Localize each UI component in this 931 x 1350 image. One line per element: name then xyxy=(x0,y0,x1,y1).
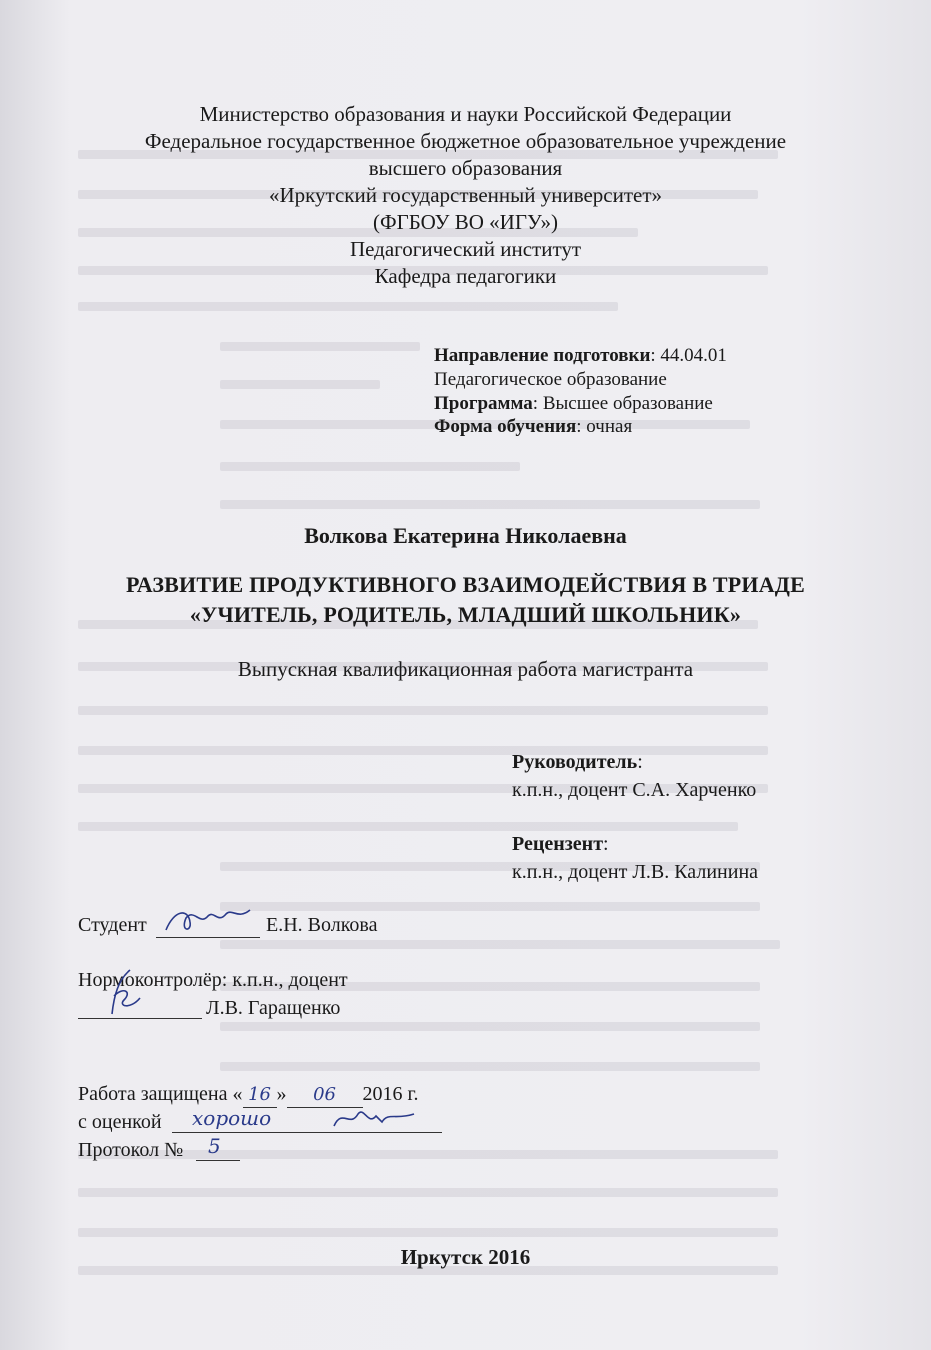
direction-name: Педагогическое образование xyxy=(434,369,667,390)
program-label: Программа xyxy=(434,393,533,414)
direction-line xyxy=(434,344,727,368)
department-name: Кафедра педагогики xyxy=(374,264,557,288)
author-name: Волкова Екатерина Николаевна xyxy=(304,523,627,548)
reviewer-colon: : xyxy=(603,833,609,855)
grade-signature xyxy=(330,1104,420,1134)
reviewer-label-line xyxy=(512,832,609,856)
reviewer-name: к.п.н., доцент Л.В. Калинина xyxy=(512,861,759,883)
reviewer-label: Рецензент xyxy=(512,833,604,855)
protocol-value: 5 xyxy=(208,1134,221,1158)
university-name: «Иркутский государственный университет» xyxy=(268,183,663,207)
direction-label: Направление подготовки xyxy=(434,345,651,366)
city-year: Иркутск 2016 xyxy=(400,1245,531,1269)
grade-value: хорошо xyxy=(192,1106,272,1130)
protocol-label: Протокол № xyxy=(78,1139,184,1161)
supervisor-label: Руководитель xyxy=(512,751,638,773)
institution-line-1: Федеральное государственное бюджетное образовательное учреждение xyxy=(144,129,787,153)
thesis-type: Выпускная квалификационная работа магистранта xyxy=(237,657,694,681)
normcontrol-name: Л.В. Гаращенко xyxy=(206,997,341,1019)
normcontrol-signature-line xyxy=(78,1018,202,1019)
institution-line-2: высшего образования xyxy=(368,156,563,180)
study-form-label: Форма обучения xyxy=(434,416,577,437)
student-label: Студент xyxy=(78,914,147,936)
study-form-value: : очная xyxy=(576,416,633,437)
defense-day: 16 xyxy=(243,1083,277,1108)
supervisor-label-line xyxy=(512,750,643,774)
ministry-line: Министерство образования и науки Российской Федерации xyxy=(199,102,732,126)
defense-sep: » xyxy=(276,1083,287,1105)
university-short-name: (ФГБОУ ВО «ИГУ») xyxy=(372,210,558,234)
institute-name: Педагогический институт xyxy=(349,237,582,261)
thesis-title-line-2: «УЧИТЕЛЬ, РОДИТЕЛЬ, МЛАДШИЙ ШКОЛЬНИК» xyxy=(189,602,742,627)
normcontrol-label: Нормоконтролёр: к.п.н., доцент xyxy=(78,969,348,991)
study-form-line xyxy=(434,415,632,439)
normcontrol-signature xyxy=(100,966,160,1018)
supervisor-colon: : xyxy=(637,751,643,773)
defense-year: 2016 г. xyxy=(362,1083,419,1105)
defense-label: Работа защищена « xyxy=(78,1083,243,1105)
program-value: : Высшее образование xyxy=(532,393,713,414)
direction-value: : 44.04.01 xyxy=(650,345,727,366)
student-name: Е.Н. Волкова xyxy=(266,914,378,936)
program-line xyxy=(434,392,713,416)
protocol-line xyxy=(196,1160,240,1161)
thesis-title-line-1: РАЗВИТИЕ ПРОДУКТИВНОГО ВЗАИМОДЕЙСТВИЯ В ТРИАДЕ xyxy=(125,572,806,597)
student-signature xyxy=(160,902,260,938)
grade-label: с оценкой xyxy=(78,1111,162,1133)
supervisor-name: к.п.н., доцент С.А. Харченко xyxy=(512,779,757,801)
defense-month: 06 xyxy=(287,1083,363,1108)
